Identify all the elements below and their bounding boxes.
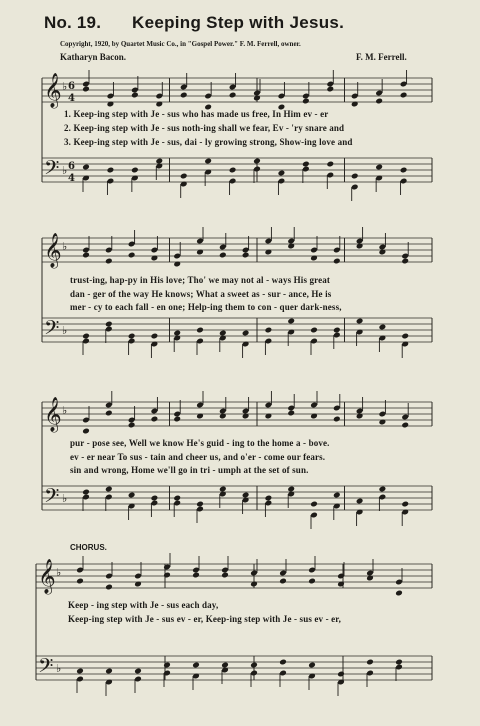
note-head: [265, 495, 273, 502]
hymn-number: No. 19.: [44, 13, 102, 32]
note-head: [131, 92, 139, 99]
note-head: [229, 167, 237, 174]
note-head: [82, 164, 90, 171]
note-head: [163, 572, 171, 579]
note-head: [356, 498, 364, 505]
note-head: [128, 333, 136, 340]
chorus-lyric-line: Keep-ing step with Je - sus ev - er, Keep-ing step with Je - sus ev - er,: [68, 614, 342, 624]
note-head: [375, 98, 383, 105]
time-signature: 6: [68, 161, 75, 172]
note-head: [105, 321, 113, 328]
note-head: [219, 252, 227, 259]
treble-clef-icon: 𝄞: [38, 559, 56, 594]
flat-icon: ♭: [62, 404, 68, 417]
time-signature: 4: [68, 93, 75, 104]
lyric-line: ev - er near To sus - tain and cheer us, and o'er - come our fears.: [70, 452, 326, 462]
note-head: [333, 492, 341, 499]
note-head: [250, 662, 258, 669]
flat-icon: ♭: [62, 492, 68, 505]
flat-icon: ♭: [62, 164, 68, 177]
note-head: [242, 492, 250, 499]
note-head: [333, 258, 341, 265]
note-head: [333, 327, 341, 334]
note-head: [134, 668, 142, 675]
note-head: [173, 330, 181, 337]
lyric-line: 1. Keep-ing step with Je - sus who has made us free, In Him ev - er: [64, 109, 329, 119]
note-head: [151, 333, 159, 340]
note-head: [155, 158, 163, 165]
bass-clef-icon: 𝄢: [44, 484, 60, 512]
time-signature: 4: [68, 173, 75, 184]
note-head: [76, 668, 84, 675]
note-head: [395, 590, 403, 597]
note-head: [310, 501, 318, 508]
note-head: [219, 330, 227, 337]
note-head: [173, 495, 181, 502]
note-head: [242, 330, 250, 337]
note-head: [400, 167, 408, 174]
note-head: [333, 416, 341, 423]
note-head: [356, 318, 364, 325]
copyright-notice: Copyright, 1920, by Quartet Music Co., in "Gospel Power." F. M. Ferrell, owner.: [60, 40, 301, 48]
note-head: [105, 410, 113, 417]
note-head: [395, 659, 403, 666]
note-head: [151, 416, 159, 423]
note-head: [308, 662, 316, 669]
note-head: [253, 158, 261, 165]
chorus-lyric-line: Keep - ing step with Je - sus each day,: [68, 600, 219, 610]
note-head: [287, 318, 295, 325]
note-head: [379, 486, 387, 493]
note-head: [375, 164, 383, 171]
note-head: [265, 327, 273, 334]
note-head: [82, 428, 90, 435]
note-head: [105, 584, 113, 591]
note-head: [180, 92, 188, 99]
lyricist-credit: Katharyn Bacon.: [60, 52, 127, 62]
note-head: [400, 92, 408, 99]
bass-clef-icon: 𝄢: [44, 316, 60, 344]
note-head: [82, 489, 90, 496]
treble-clef-icon: 𝄞: [44, 73, 62, 108]
note-head: [219, 486, 227, 493]
flat-icon: ♭: [56, 566, 62, 579]
treble-clef-icon: 𝄞: [44, 233, 62, 268]
note-head: [196, 327, 204, 334]
note-head: [401, 422, 409, 429]
note-head: [163, 662, 171, 669]
note-head: [326, 161, 334, 168]
note-head: [401, 333, 409, 340]
note-head: [131, 167, 139, 174]
note-head: [105, 258, 113, 265]
time-signature: 6: [68, 81, 75, 92]
note-head: [82, 86, 90, 93]
note-head: [192, 572, 200, 579]
note-head: [204, 158, 212, 165]
bass-clef-icon: 𝄢: [44, 156, 60, 184]
flat-icon: ♭: [62, 80, 68, 93]
flat-icon: ♭: [62, 324, 68, 337]
note-head: [105, 486, 113, 493]
note-head: [82, 252, 90, 259]
note-head: [326, 86, 334, 93]
note-head: [180, 173, 188, 180]
lyric-line: dan - ger of the way He knows; What a sweet as - sur - ance, He is: [70, 289, 332, 299]
note-head: [287, 410, 295, 417]
lyric-line: trust-ing, hap-py in His love; Tho' we may not al - ways His great: [70, 275, 331, 285]
note-head: [128, 252, 136, 259]
note-head: [310, 327, 318, 334]
note-head: [287, 486, 295, 493]
note-head: [366, 659, 374, 666]
lyric-line: mer - cy to each fall - en one; Help-ing them to con - quer dark-ness,: [70, 302, 342, 312]
flat-icon: ♭: [62, 240, 68, 253]
note-head: [105, 668, 113, 675]
bass-clef-icon: 𝄢: [38, 654, 54, 682]
note-head: [337, 671, 345, 678]
note-head: [229, 92, 237, 99]
note-head: [76, 578, 84, 585]
note-head: [379, 324, 387, 331]
note-head: [128, 422, 136, 429]
note-head: [128, 492, 136, 499]
note-head: [401, 258, 409, 265]
note-head: [221, 662, 229, 669]
note-head: [351, 173, 359, 180]
lyric-line: 2. Keep-ing step with Je - sus noth-ing shall we fear, Ev - 'ry snare and: [64, 123, 345, 133]
hymn-title: Keeping Step with Jesus.: [132, 13, 345, 32]
note-head: [401, 501, 409, 508]
lyric-line: sin and wrong, Home we'll go in tri - umph at the set of sun.: [70, 465, 309, 475]
note-head: [279, 578, 287, 585]
note-head: [279, 659, 287, 666]
note-head: [308, 578, 316, 585]
lyric-line: pur - pose see, Well we know He's guid - ing to the home a - bove.: [70, 438, 330, 448]
note-head: [221, 572, 229, 579]
lyric-line: 3. Keep-ing step with Je - sus, dai - ly growing strong, Show-ing love and: [64, 137, 353, 147]
note-head: [107, 167, 115, 174]
note-head: [196, 501, 204, 508]
treble-clef-icon: 𝄞: [44, 397, 62, 432]
note-head: [192, 662, 200, 669]
note-head: [278, 170, 286, 177]
composer-credit: F. M. Ferrell.: [356, 52, 407, 62]
note-head: [242, 252, 250, 259]
note-head: [151, 495, 159, 502]
note-head: [302, 161, 310, 168]
note-head: [173, 416, 181, 423]
note-head: [302, 98, 310, 105]
note-head: [82, 333, 90, 340]
chorus-label: CHORUS.: [70, 543, 107, 552]
flat-icon: ♭: [56, 662, 62, 675]
